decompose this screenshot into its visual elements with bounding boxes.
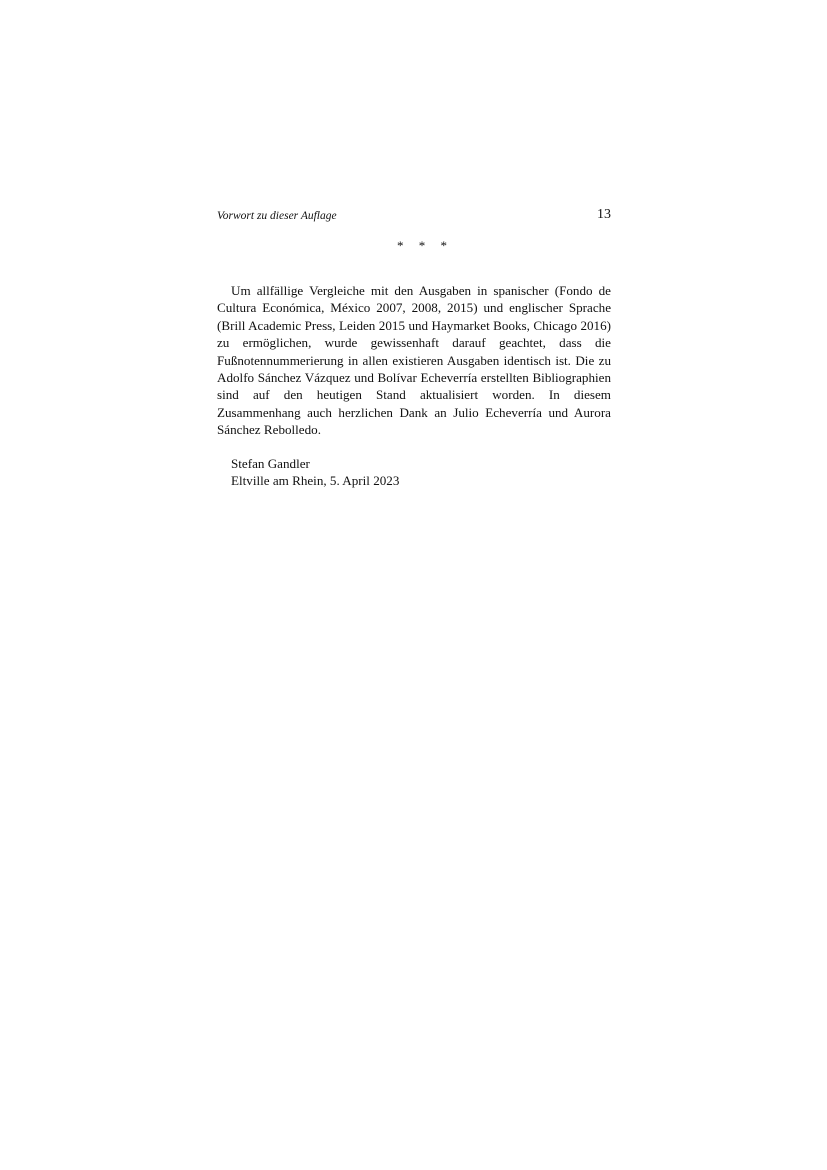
running-header xyxy=(217,206,611,226)
section-separator: * * * xyxy=(397,238,447,253)
book-page xyxy=(217,0,611,1170)
author-name: Stefan Gandler xyxy=(231,456,310,471)
page-number: 13 xyxy=(597,207,611,222)
place-and-date: Eltville am Rhein, 5. April 2023 xyxy=(231,473,400,489)
running-header-title: Vorwort zu dieser Auflage xyxy=(217,210,337,222)
signature-block xyxy=(231,455,611,490)
body-paragraph: Um allfällige Vergleiche mit den Ausgaben in spanischer (Fondo de Cultura Económica, México 2007, 2008, 2015) und englischer Sprache (Brill Academic Press, Leiden 2015 und Haymarket Books, Chicago 2016) zu ermöglichen, wurde gewissenhaft darauf geachtet, dass die Fußnotennummerierung in allen existieren Ausgaben identisch ist. Die zu Adolfo Sánchez Vázquez und Bolívar Echeverría erstellten Bibliographien sind auf den heutigen Stand aktualisiert worden. In diesem Zusammenhang auch herzlichen Dank an Julio Echeverría und Aurora Sánchez Rebolledo. xyxy=(217,283,611,438)
